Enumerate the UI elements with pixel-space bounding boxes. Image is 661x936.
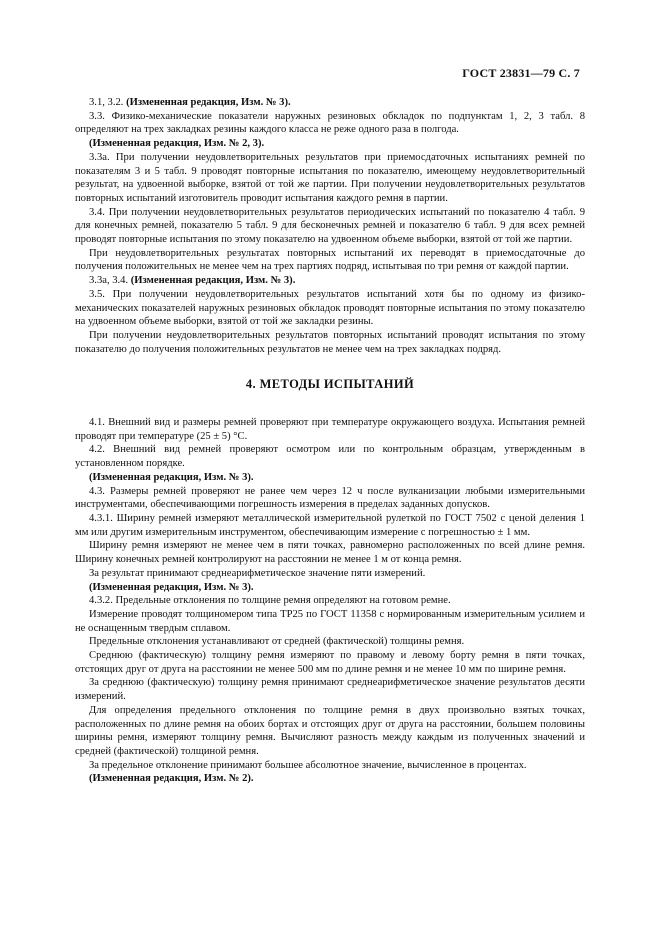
paragraph xyxy=(75,759,585,773)
paragraph xyxy=(75,247,585,274)
paragraph xyxy=(75,151,585,206)
paragraph xyxy=(75,635,585,649)
paragraph xyxy=(75,137,585,151)
paragraph-text: 3.3а. При получении неудовлетворительных результатов при приемосдаточных испытаниях ремней по показателям 3 и 5 табл. 9 проводят повторные испытания по показателю, имеющему неудовлетворительный результат, на удвоенной выборке, взятой от той же партии. При получении неудовлетворительных результатов повторных испытаний изготовитель проводит испытания каждого ремня в партии. xyxy=(75,151,585,204)
paragraph-text: При получении неудовлетворительных результатов повторных испытаний проводят испытания по этому показателю до получения положительных результатов не менее чем на трех закладках подряд. xyxy=(75,329,585,355)
paragraph-text: 4.2. Внешний вид ремней проверяют осмотром или по контрольным образцам, утвержденным в установленном порядке. xyxy=(75,444,585,470)
paragraph-text: 4.3. Размеры ремней проверяют не ранее чем через 12 ч после вулканизации любыми измерительными инструментами, обеспечивающими погрешность измерения в пределах заданных допусков. xyxy=(75,485,585,511)
paragraph-text: Среднюю (фактическую) толщину ремня измеряют по правому и левому борту ремня в пяти точках, отстоящих друг от друга на расстоянии не менее 500 мм по длине ремня и не менее 10 мм по ширине ремня. xyxy=(75,650,585,675)
paragraph xyxy=(75,676,585,703)
paragraph-text: 4.3.2. Предельные отклонения по толщине ремня определяют на готовом ремне. xyxy=(89,595,451,607)
amendment-note: (Измененная редакция, Изм. № 2). xyxy=(89,773,254,785)
clauses-section-4 xyxy=(75,416,585,786)
paragraph-text: За предельное отклонение принимают большее абсолютное значение, вычисленное в процентах. xyxy=(89,759,527,771)
paragraph-text: Измерение проводят толщиномером типа ТР25 по ГОСТ 11358 с нормированным измерительным усилием и не оснащенным твердым сплавом. xyxy=(75,608,585,634)
paragraph-text: 4.1. Внешний вид и размеры ремней проверяют при температуре окружающего воздуха. Испытания ремней проводят при температуре (25 ± 5) °С. xyxy=(75,417,585,442)
paragraph xyxy=(75,512,585,539)
document-body xyxy=(75,96,585,786)
paragraph xyxy=(75,329,585,356)
paragraph xyxy=(75,539,585,566)
paragraph-text: 3.4. При получении неудовлетворительных результатов периодических испытаний по показателю 4 табл. 9 для конечных ремней, показателю 5 табл. 9 для бесконечных ремней и показателю 6 табл. 9 для всех ремней проводят повторные испытания по этому показателю на удвоенном объеме выборки, взятой от той же партии. xyxy=(75,206,585,246)
paragraph xyxy=(75,288,585,329)
paragraph-text: Ширину ремня измеряют не менее чем в пяти точках, равномерно расположенных по всей длине ремня. Ширину конечных ремней контролируют на расстоянии не менее 1 м от конца ремня. xyxy=(75,540,585,566)
paragraph-text: За результат принимают среднеарифметическое значение пяти измерений. xyxy=(89,567,426,579)
paragraph-text: За среднюю (фактическую) толщину ремня принимают среднеарифметическое значение результатов десяти измерений. xyxy=(75,677,585,703)
paragraph xyxy=(75,485,585,512)
paragraph xyxy=(75,110,585,137)
paragraph xyxy=(75,649,585,676)
paragraph xyxy=(75,594,585,608)
amendment-note: (Измененная редакция, Изм. № 3). xyxy=(89,581,254,593)
paragraph xyxy=(75,704,585,759)
paragraph xyxy=(75,772,585,786)
paragraph-text: 3.3. Физико-механические показатели наружных резиновых обкладок по подпунктам 1, 2, 3 табл. 8 определяют на трех закладках резины каждого класса не реже одного раза в полгода. xyxy=(75,110,585,136)
section-title: 4. МЕТОДЫ ИСПЫТАНИЙ xyxy=(245,377,415,392)
paragraph-text: 3.1, 3.2. xyxy=(89,97,127,108)
amendment-note: (Измененная редакция, Изм. № 3). xyxy=(89,471,254,483)
paragraph xyxy=(75,443,585,470)
paragraph-text: При неудовлетворительных результатах повторных испытаний их переводят в приемосдаточные до получения положительных не менее чем на трех партиях подряд, испытывая по три ремня от каждой партии. xyxy=(75,247,585,273)
paragraph-text: 3.5. При получении неудовлетворительных результатов испытаний хотя бы по одному из физико-механических показателей наружных резиновых обкладок проводят повторные испытания по этому показателю на удвоенном объеме выборки, взятой от той же закладки резины. xyxy=(75,288,585,328)
paragraph xyxy=(75,567,585,581)
paragraph-text: 4.3.1. Ширину ремней измеряют металлической измерительной рулеткой по ГОСТ 7502 с ценой деления 1 мм или другим измерительным инструментом, обеспечивающим измерение с погрешностью ± 1 мм. xyxy=(75,512,585,538)
paragraph xyxy=(75,608,585,635)
page-header: ГОСТ 23831—79 С. 7 xyxy=(462,66,580,80)
paragraph-text: Для определения предельного отклонения по толщине ремня в двух произвольно взятых точках, расположенных по длине ремня на обоих бортах и отстоящих друг от друга на расстоянии, большем половины ширины ремня, измеряют толщину ремня. Вычисляют разность между каждым из полученных значений и средней (фактической) толщиной ремня. xyxy=(75,704,585,757)
amendment-note: (Измененная редакция, Изм. № 2, 3). xyxy=(89,138,265,150)
amendment-note: (Измененная редакция, Изм. № 3). xyxy=(130,275,296,287)
paragraph-text: Предельные отклонения устанавливают от средней (фактической) толщины ремня. xyxy=(89,636,465,648)
paragraph xyxy=(75,206,585,247)
paragraph xyxy=(75,416,585,443)
paragraph xyxy=(75,96,585,110)
clauses-section-3 xyxy=(75,96,585,356)
paragraph-text: 3.3а, 3.4. xyxy=(89,275,131,287)
amendment-note: (Измененная редакция, Изм. № 3). xyxy=(126,97,291,108)
paragraph xyxy=(75,274,585,288)
paragraph xyxy=(75,581,585,595)
paragraph xyxy=(75,471,585,485)
